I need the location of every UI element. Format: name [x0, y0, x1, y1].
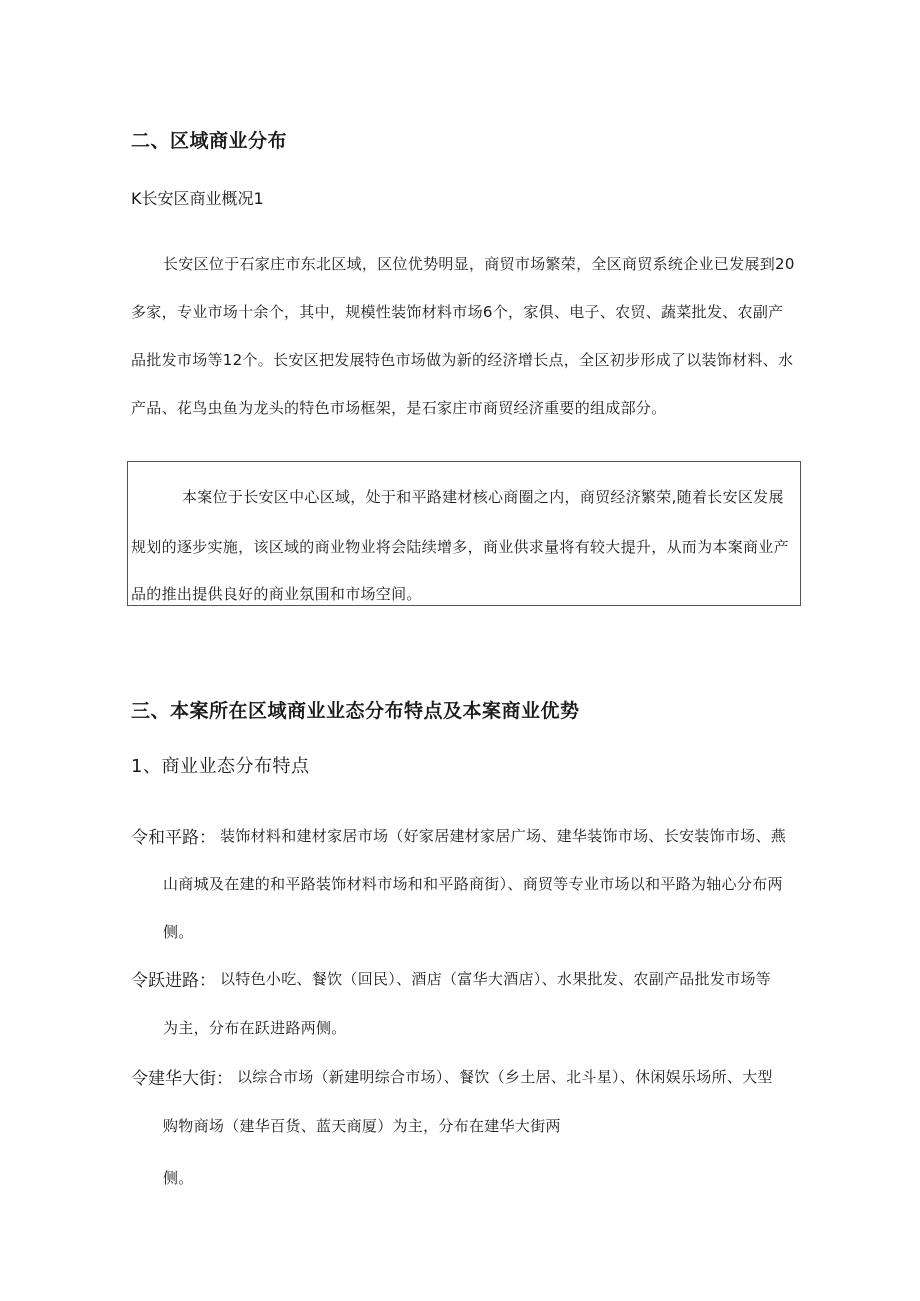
item-line: 侧。: [163, 923, 194, 941]
section-2-heading: 二、区域商业分布: [131, 130, 288, 152]
section-2-subheading: K长安区商业概况1: [131, 189, 264, 208]
paragraph-line: 品批发市场等12个。长安区把发展特色市场做为新的经济增长点，全区初步形成了以装饰材料、水: [131, 351, 794, 369]
item-label: 令建华大街：: [131, 1069, 233, 1089]
item-line: 为主，分布在跃进路两侧。: [163, 1019, 347, 1037]
section-3-heading: 三、本案所在区域商业业态分布特点及本案商业优势: [131, 700, 580, 722]
box-line: 规划的逐步实施，该区域的商业物业将会陆续增多，商业供求量将有较大提升，从而为本案商业产: [131, 538, 789, 556]
item-label: 令和平路：: [131, 828, 216, 848]
item-label: 令跃进路：: [131, 971, 216, 991]
paragraph-line: 产品、花鸟虫鱼为龙头的特色市场框架，是石家庄市商贸经济重要的组成部分。: [131, 399, 667, 417]
item-line: 装饰材料和建材家居市场（好家居建材家居广场、建华装饰市场、长安装饰市场、燕: [220, 827, 787, 845]
section-3-subheading: 1、商业业态分布特点: [131, 756, 310, 777]
item-line: 购物商场（建华百货、蓝天商厦）为主，分布在建华大街两: [163, 1117, 561, 1135]
box-line: 品的推出提供良好的商业氛围和市场空间。: [131, 585, 422, 603]
item-line: 以特色小吃、餐饮（回民）、酒店（富华大酒店）、水果批发、农副产品批发市场等: [220, 970, 772, 988]
item-line: 以综合市场（新建明综合市场）、餐饮（乡土居、北斗星）、休闲娱乐场所、大型: [237, 1068, 773, 1086]
item-line: 侧。: [163, 1169, 194, 1187]
paragraph-line: 长安区位于石家庄市东北区域，区位优势明显，商贸市场繁荣，全区商贸系统企业已发展到20: [163, 255, 795, 273]
paragraph-line: 多家，专业市场十余个，其中，规模性装饰材料市场6个，家俱、电子、农贸、蔬菜批发、农副产: [131, 303, 784, 321]
box-line: 本案位于长安区中心区域，处于和平路建材核心商圈之内，商贸经济繁荣,随着长安区发展: [182, 488, 784, 506]
item-line: 山商城及在建的和平路装饰材料市场和和平路商街）、商贸等专业市场以和平路为轴心分布两: [163, 875, 783, 893]
